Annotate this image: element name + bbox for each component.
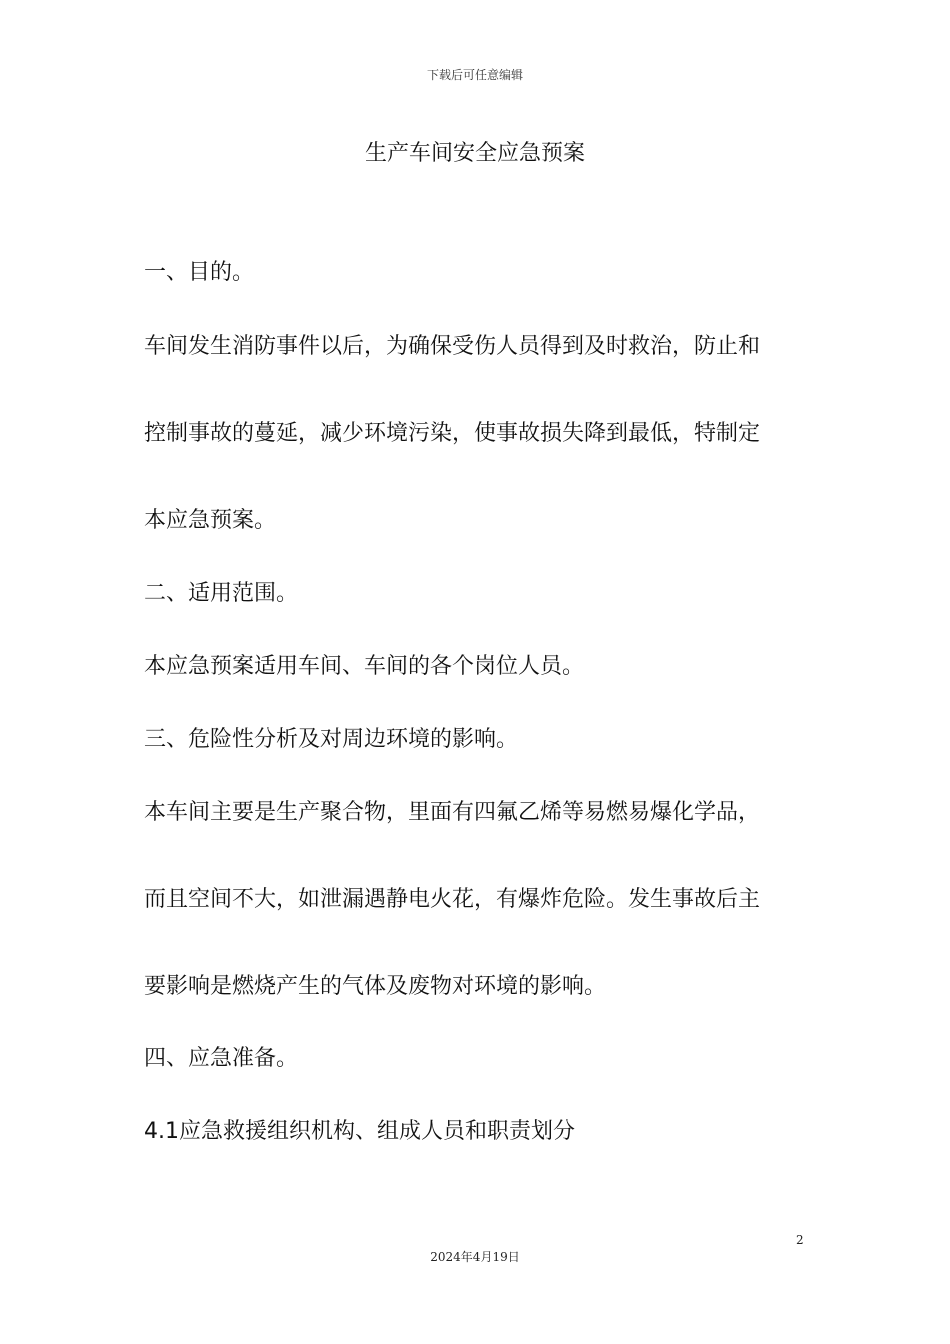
paragraph-line: 车间发生消防事件以后，为确保受伤人员得到及时救治，防止和 xyxy=(144,334,761,359)
section-heading-hazard-analysis: 三、危险性分析及对周边环境的影响。 xyxy=(144,727,519,752)
paragraph-line: 而且空间不大，如泄漏遇静电火花，有爆炸危险。发生事故后主 xyxy=(144,887,761,912)
page-number: 2 xyxy=(796,1233,804,1247)
paragraph-line: 本应急预案适用车间、车间的各个岗位人员。 xyxy=(144,654,585,679)
page-date: 2024年4月19日 xyxy=(430,1250,520,1264)
subsection-heading: 4.1应急救援组织机构、组成人员和职责划分 xyxy=(144,1119,575,1144)
paragraph-line: 控制事故的蔓延，减少环境污染，使事故损失降到最低，特制定 xyxy=(144,421,761,446)
paragraph-line: 本应急预案。 xyxy=(144,508,277,533)
page-header-note: 下载后可任意编辑 xyxy=(426,68,523,82)
document-title: 生产车间安全应急预案 xyxy=(364,141,585,166)
paragraph-line: 要影响是燃烧产生的气体及废物对环境的影响。 xyxy=(144,974,607,999)
section-heading-purpose: 一、目的。 xyxy=(144,260,255,285)
paragraph-line: 本车间主要是生产聚合物，里面有四氟乙烯等易燃易爆化学品， xyxy=(144,800,761,825)
section-heading-scope: 二、适用范围。 xyxy=(144,581,299,606)
section-heading-preparation: 四、应急准备。 xyxy=(144,1046,299,1071)
